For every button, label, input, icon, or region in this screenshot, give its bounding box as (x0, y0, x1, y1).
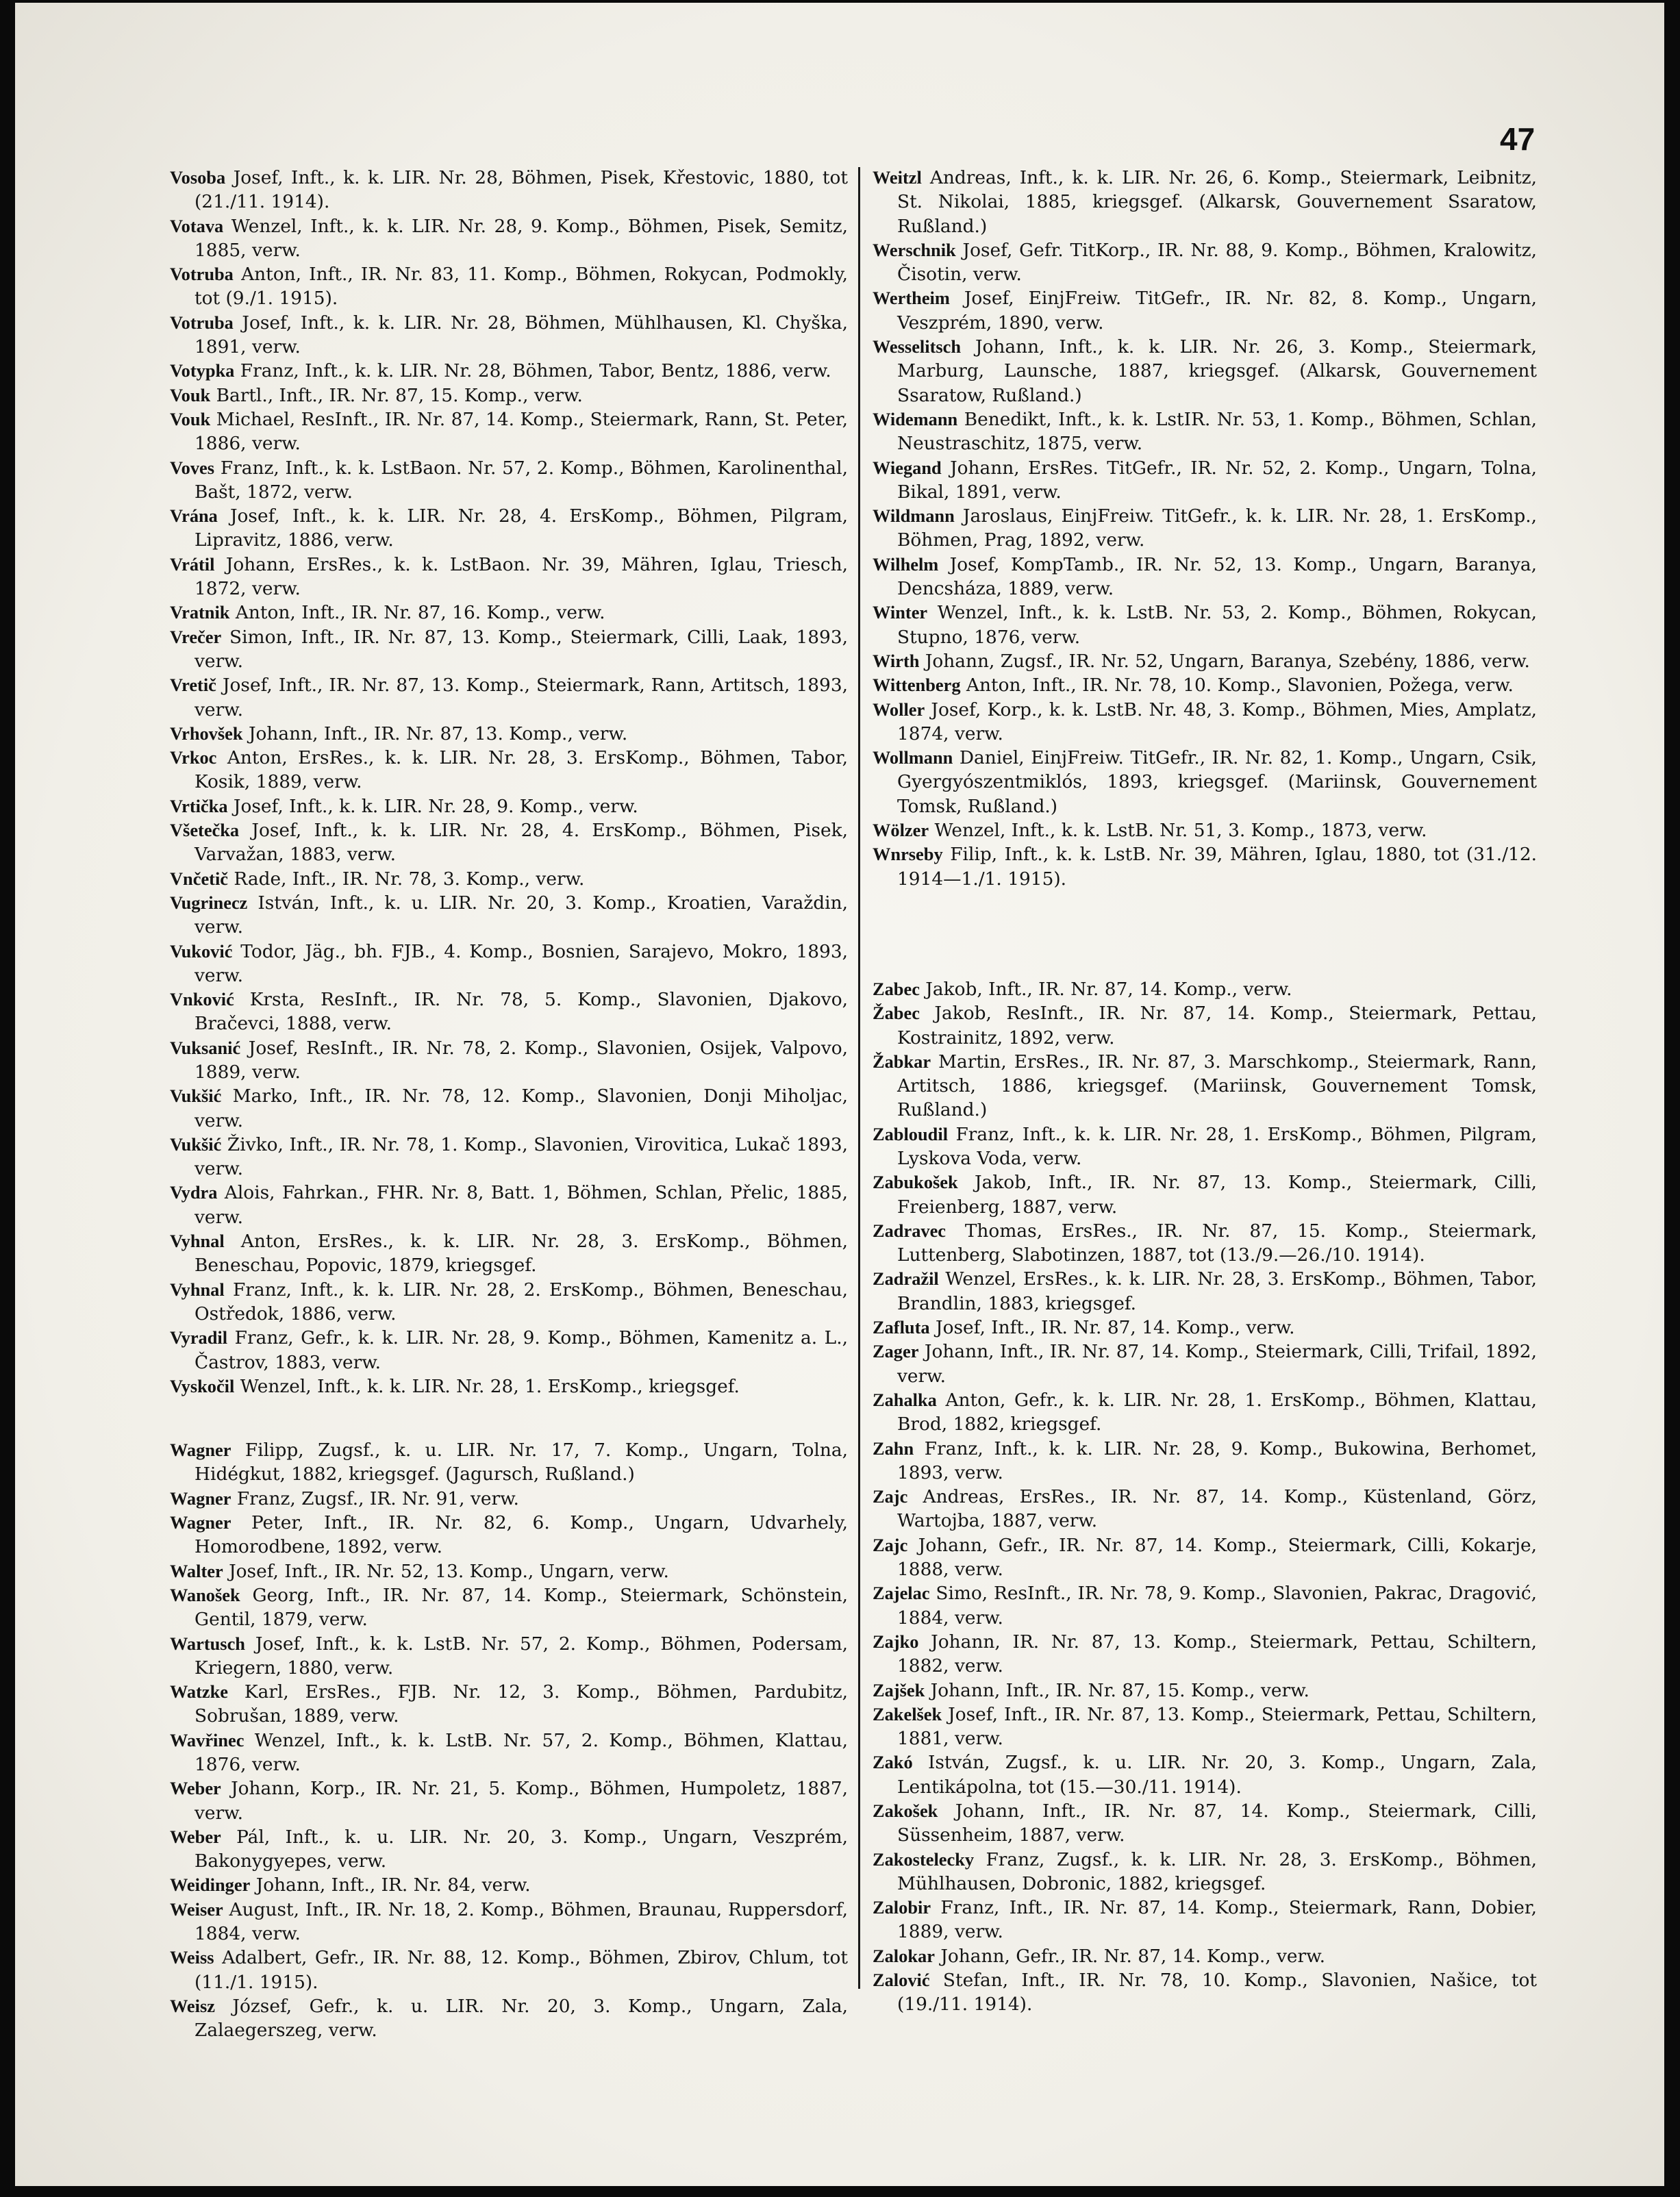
register-entry (170, 1777, 848, 1825)
scanned-page (15, 3, 1664, 2186)
entry-surname: Vuković (170, 940, 233, 962)
register-entry (170, 1133, 848, 1181)
register-entry (170, 601, 848, 625)
entry-details: Josef, Inft., IR. Nr. 87, 13. Komp., Steiermark, Rann, Artitsch, 1893, verw. (195, 675, 849, 720)
entry-details: Rade, Inft., IR. Nr. 78, 3. Komp., verw. (234, 868, 585, 890)
entry-surname: Vrečer (170, 626, 222, 647)
entry-surname: Wilhelm (873, 553, 939, 575)
entry-surname: Vyhnal (170, 1231, 225, 1252)
register-entry (873, 1799, 1537, 1848)
register-entry (170, 1036, 848, 1085)
entry-surname: Zalović (873, 1970, 930, 1991)
entry-details: Jakob, Inft., IR. Nr. 87, 14. Komp., verw. (925, 978, 1292, 1000)
register-entry (170, 1946, 848, 1994)
register-entry (170, 1873, 848, 1897)
register-entry (873, 1219, 1537, 1268)
page-number: 47 (1500, 121, 1535, 157)
register-entry (170, 1181, 848, 1229)
register-entry (873, 1437, 1537, 1485)
entry-details: Thomas, ErsRes., IR. Nr. 87, 15. Komp., Steiermark, Luttenberg, Slabotinzen, 1887, tot (13./9.—26./10. 1914). (897, 1220, 1537, 1266)
entry-surname: Wartusch (170, 1633, 245, 1654)
register-entry (170, 311, 848, 360)
entry-surname: Weisz (170, 1995, 215, 2016)
register-entry (170, 1994, 848, 2043)
entry-details: Josef, Inft., k. k. LstB. Nr. 57, 2. Komp., Böhmen, Podersam, Kriegern, 1880, verw. (195, 1633, 848, 1679)
register-entry (170, 1487, 848, 1511)
entry-surname: Votava (170, 215, 224, 236)
entry-details: István, Inft., k. u. LIR. Nr. 20, 3. Komp., Kroatien, Varaždin, verw. (195, 892, 848, 938)
entry-surname: Weitzl (873, 167, 922, 188)
entry-details: Josef, Gefr. TitKorp., IR. Nr. 88, 9. Komp., Böhmen, Kralowitz, Čisotin, verw. (897, 239, 1537, 286)
register-entry (873, 456, 1537, 505)
entry-surname: Vuksanić (170, 1037, 241, 1058)
entry-details: Simon, Inft., IR. Nr. 87, 13. Komp., Steiermark, Cilli, Laak, 1893, verw. (195, 626, 849, 672)
register-entry (170, 166, 848, 214)
register-entry (873, 1581, 1537, 1630)
entry-details: Josef, Inft., k. k. LIR. Nr. 28, 4. ErsKomp., Böhmen, Pisek, Varvažan, 1883, verw. (195, 820, 848, 866)
entry-details: Živko, Inft., IR. Nr. 78, 1. Komp., Slavonien, Virovitica, Lukač 1893, verw. (195, 1133, 848, 1180)
register-entry (873, 1316, 1537, 1340)
register-entry (873, 1122, 1537, 1171)
column-divider (858, 167, 860, 1989)
entry-details: Johann, Korp., IR. Nr. 21, 5. Komp., Böhmen, Humpoletz, 1887, verw. (195, 1778, 849, 1824)
right-column (873, 166, 1537, 2017)
register-entry (873, 1630, 1537, 1679)
entry-surname: Vrátil (170, 553, 215, 575)
entry-surname: Wirth (873, 650, 920, 671)
register-entry (873, 238, 1537, 287)
entry-details: Daniel, EinjFreiw. TitGefr., IR. Nr. 82, 1. Komp., Ungarn, Csik, Gyergyószentmiklós, 1893, kriegsgef. (Mariinsk, Gouvernement Tomsk, Rußland.) (897, 747, 1537, 817)
entry-details: Josef, Inft., k. k. LIR. Nr. 28, Böhmen, Mühlhausen, Kl. Chyška, 1891, verw. (195, 312, 849, 358)
entry-surname: Vyhnal (170, 1279, 225, 1300)
register-entry (170, 1583, 848, 1632)
entry-surname: Wagner (170, 1512, 231, 1533)
entry-surname: Vrána (170, 505, 218, 527)
entry-surname: Walter (170, 1560, 223, 1581)
entry-details: Filipp, Zugsf., k. u. LIR. Nr. 17, 7. Komp., Ungarn, Tolna, Hidégkut, 1882, kriegsgef. (Jagursch, Rußland.) (195, 1440, 848, 1485)
entry-surname: Vouk (170, 384, 211, 405)
register-entry (170, 384, 848, 407)
register-entry (873, 818, 1537, 842)
entry-surname: Widemann (873, 408, 958, 429)
register-entry (170, 407, 848, 456)
entry-details: Wenzel, Inft., k. k. LIR. Nr. 28, 1. ErsKomp., kriegsgef. (240, 1375, 740, 1397)
entry-details: Anton, Inft., IR. Nr. 83, 11. Komp., Böhmen, Rokycan, Podmokly, tot (9./1. 1915). (195, 264, 848, 310)
register-entry (170, 867, 848, 891)
entry-details: Johann, Zugsf., IR. Nr. 52, Ungarn, Baranya, Szebény, 1886, verw. (925, 650, 1530, 672)
entry-details: Wenzel, Inft., k. k. LstB. Nr. 51, 3. Komp., 1873, verw. (934, 820, 1427, 842)
register-entry (170, 988, 848, 1036)
entry-details: Wenzel, Inft., k. k. LIR. Nr. 28, 9. Komp., Böhmen, Pisek, Semitz, 1885, verw. (195, 215, 848, 261)
entry-details: Martin, ErsRes., IR. Nr. 87, 3. Marschkomp., Steiermark, Rann, Artitsch, 1886, kriegsgef. (Mariinsk, Gouvernement Tomsk, Rußland.) (897, 1051, 1537, 1121)
entry-surname: Vukšić (170, 1133, 222, 1155)
entry-surname: Wildmann (873, 505, 955, 527)
entry-surname: Weber (170, 1826, 221, 1847)
register-entry (873, 1001, 1537, 1050)
left-section-v (170, 166, 848, 1398)
entry-surname: Wesselitsch (873, 336, 962, 357)
entry-details: Josef, Inft., k. k. LIR. Nr. 28, Böhmen, Pisek, Křestovic, 1880, tot (21./11. 1914). (195, 167, 849, 213)
register-entry (170, 1374, 848, 1398)
entry-surname: Vnković (170, 989, 234, 1010)
entry-surname: Zakostelecky (873, 1848, 975, 1870)
entry-surname: Vugrinecz (170, 892, 248, 913)
entry-surname: Zager (873, 1341, 919, 1362)
register-entry (873, 1848, 1537, 1896)
entry-details: Josef, Inft., IR. Nr. 87, 13. Komp., Steiermark, Pettau, Schiltern, 1881, verw. (897, 1703, 1537, 1750)
entry-surname: Vretič (170, 675, 216, 696)
register-entry (873, 746, 1537, 818)
entry-details: Jakob, Inft., IR. Nr. 87, 13. Komp., Steiermark, Cilli, Freienberg, 1887, verw. (897, 1172, 1537, 1218)
register-entry (170, 1825, 848, 1874)
entry-details: Filip, Inft., k. k. LstB. Nr. 39, Mähren, Iglau, 1880, tot (31./12. 1914—1./1. 1915). (897, 844, 1537, 890)
entry-surname: Weber (170, 1778, 221, 1799)
entry-details: Franz, Inft., k. k. LIR. Nr. 28, Böhmen, Tabor, Bentz, 1886, verw. (240, 360, 831, 382)
entry-details: Peter, Inft., IR. Nr. 82, 6. Komp., Ungarn, Udvarhely, Homorodbene, 1892, verw. (195, 1512, 848, 1558)
entry-surname: Votruba (170, 312, 234, 333)
entry-details: Michael, ResInft., IR. Nr. 87, 14. Komp., Steiermark, Rann, St. Peter, 1886, verw. (195, 408, 849, 455)
entry-surname: Zajelac (873, 1583, 930, 1604)
register-entry (170, 794, 848, 818)
entry-details: Johann, IR. Nr. 87, 13. Komp., Steiermark, Pettau, Schiltern, 1882, verw. (897, 1631, 1537, 1677)
register-entry (170, 891, 848, 940)
register-entry (873, 1485, 1537, 1533)
entry-details: Johann, Gefr., IR. Nr. 87, 14. Komp., Steiermark, Cilli, Kokarje, 1888, verw. (897, 1534, 1538, 1581)
register-entry (170, 1229, 848, 1278)
entry-details: Stefan, Inft., IR. Nr. 78, 10. Komp., Slavonien, Našice, tot (19./11. 1914). (897, 1970, 1538, 2016)
register-entry (873, 166, 1537, 238)
entry-details: Johann, Inft., IR. Nr. 87, 13. Komp., verw. (248, 723, 628, 744)
entry-details: Franz, Inft., k. k. LstBaon. Nr. 57, 2. Komp., Böhmen, Karolinenthal, Bašt, 1872, verw. (195, 457, 848, 503)
entry-surname: Vnčetič (170, 868, 228, 889)
entry-details: Johann, Inft., k. k. LIR. Nr. 26, 3. Komp., Steiermark, Marburg, Launsche, 1887, kriegsgef. (Alkarsk, Gouvernement Ssaratow, Rußland.) (897, 336, 1537, 406)
entry-surname: Wnrseby (873, 844, 943, 865)
entry-details: Jaroslaus, EinjFreiw. TitGefr., k. k. LIR. Nr. 28, 1. ErsKomp., Böhmen, Prag, 1892, verw. (897, 505, 1537, 551)
entry-details: Josef, Inft., IR. Nr. 87, 14. Komp., verw. (935, 1317, 1295, 1339)
entry-details: Johann, ErsRes., k. k. LstBaon. Nr. 39, Mähren, Iglau, Triesch, 1872, verw. (195, 553, 848, 600)
section-gap (873, 891, 1537, 977)
entry-surname: Zakelšek (873, 1703, 942, 1724)
register-entry (170, 456, 848, 505)
register-entry (873, 1388, 1537, 1437)
entry-surname: Zajc (873, 1486, 908, 1507)
entry-surname: Wittenberg (873, 675, 961, 696)
entry-surname: Vouk (170, 408, 211, 429)
register-entry (873, 673, 1537, 697)
entry-details: Anton, Inft., IR. Nr. 78, 10. Komp., Slavonien, Požega, verw. (966, 675, 1514, 696)
entry-details: Franz, Inft., IR. Nr. 87, 14. Komp., Steiermark, Rann, Dobier, 1889, verw. (897, 1897, 1537, 1943)
register-entry (873, 1170, 1537, 1219)
right-section-z (873, 977, 1537, 2017)
entry-details: Franz, Inft., k. k. LIR. Nr. 28, 9. Komp., Bukowina, Berhomet, 1893, verw. (897, 1438, 1537, 1483)
entry-surname: Winter (873, 602, 928, 623)
entry-details: Johann, Gefr., IR. Nr. 87, 14. Komp., verw. (940, 1945, 1325, 1967)
register-entry (873, 1944, 1537, 1968)
entry-surname: Wertheim (873, 288, 950, 309)
register-entry (873, 286, 1537, 335)
register-entry (873, 698, 1537, 746)
entry-details: Josef, EinjFreiw. TitGefr., IR. Nr. 82, 8. Komp., Ungarn, Veszprém, 1890, verw. (897, 288, 1538, 334)
entry-surname: Woller (873, 699, 925, 720)
entry-surname: Vrkoc (170, 747, 217, 768)
entry-surname: Wanošek (170, 1584, 240, 1605)
register-entry (170, 1084, 848, 1133)
register-entry (170, 1326, 848, 1374)
left-column (170, 166, 848, 2043)
entry-surname: Weidinger (170, 1874, 251, 1896)
entry-surname: Zadravec (873, 1220, 946, 1241)
register-entry (170, 746, 848, 794)
entry-details: Wenzel, ErsRes., k. k. LIR. Nr. 28, 3. ErsKomp., Böhmen, Tabor, Brandlin, 1883, kriegsgef. (897, 1268, 1538, 1314)
entry-details: Johann, Inft., IR. Nr. 87, 14. Komp., Steiermark, Cilli, Süssenheim, 1887, verw. (897, 1800, 1538, 1846)
entry-details: Jakob, ResInft., IR. Nr. 87, 14. Komp., Steiermark, Pettau, Kostrainitz, 1892, verw. (897, 1003, 1537, 1049)
entry-surname: Vrtička (170, 795, 228, 816)
register-entry (873, 601, 1537, 649)
register-entry (170, 214, 848, 263)
entry-surname: Žabkar (873, 1051, 931, 1072)
entry-surname: Votruba (170, 264, 234, 285)
register-entry (170, 722, 848, 746)
entry-surname: Žabec (873, 1003, 920, 1024)
entry-surname: Vrhovšek (170, 723, 243, 744)
entry-details: Josef, KompTamb., IR. Nr. 52, 13. Komp., Ungarn, Baranya, Dencsháza, 1889, verw. (897, 553, 1537, 600)
register-entry (873, 1703, 1537, 1751)
register-entry (170, 504, 848, 553)
entry-surname: Zakošek (873, 1800, 938, 1821)
entry-details: Franz, Inft., k. k. LIR. Nr. 28, 2. ErsKomp., Böhmen, Beneschau, Ostředok, 1886, verw. (195, 1279, 848, 1325)
register-entry (873, 1533, 1537, 1582)
register-entry (873, 504, 1537, 553)
entry-details: Josef, Korp., k. k. LstB. Nr. 48, 3. Komp., Böhmen, Mies, Amplatz, 1874, verw. (897, 699, 1537, 744)
entry-details: Josef, Inft., k. k. LIR. Nr. 28, 9. Komp., verw. (233, 795, 638, 817)
entry-surname: Zabloudil (873, 1123, 949, 1144)
register-entry (873, 335, 1537, 407)
entry-details: Wenzel, Inft., k. k. LstB. Nr. 53, 2. Komp., Böhmen, Rokycan, Stupno, 1876, verw. (897, 602, 1537, 648)
register-entry (170, 1278, 848, 1327)
entry-details: Josef, ResInft., IR. Nr. 78, 2. Komp., Slavonien, Osijek, Valpovo, 1889, verw. (195, 1037, 849, 1083)
entry-details: Wenzel, Inft., k. k. LstB. Nr. 57, 2. Komp., Böhmen, Klattau, 1876, verw. (195, 1729, 849, 1775)
left-section-w (170, 1438, 848, 2042)
register-entry (170, 1898, 848, 1946)
register-entry (873, 1267, 1537, 1316)
entry-details: Andreas, ErsRes., IR. Nr. 87, 14. Komp., Küstenland, Görz, Wartojba, 1887, verw. (897, 1486, 1537, 1532)
register-entry (170, 673, 848, 722)
register-entry (873, 1750, 1537, 1799)
entry-surname: Zahalka (873, 1389, 937, 1410)
entry-details: Josef, Inft., k. k. LIR. Nr. 28, 4. ErsKomp., Böhmen, Pilgram, Lipravitz, 1886, verw. (195, 505, 848, 551)
entry-surname: Zabukošek (873, 1172, 958, 1193)
entry-surname: Zafluta (873, 1317, 930, 1338)
entry-details: Karl, ErsRes., FJB. Nr. 12, 3. Komp., Böhmen, Pardubitz, Sobrušan, 1889, verw. (195, 1681, 848, 1727)
entry-details: Georg, Inft., IR. Nr. 87, 14. Komp., Steiermark, Schönstein, Gentil, 1879, verw. (195, 1584, 848, 1631)
entry-surname: Všetečka (170, 820, 240, 841)
entry-details: Franz, Gefr., k. k. LIR. Nr. 28, 9. Komp., Böhmen, Kamenitz a. L., Častrov, 1883, verw. (195, 1327, 848, 1373)
entry-details: Krsta, ResInft., IR. Nr. 78, 5. Komp., Slavonien, Djakovo, Bračevci, 1888, verw. (195, 989, 848, 1035)
entry-surname: Vukšić (170, 1085, 222, 1107)
entry-surname: Weiser (170, 1898, 223, 1920)
entry-details: August, Inft., IR. Nr. 18, 2. Komp., Böhmen, Braunau, Ruppersdorf, 1884, verw. (195, 1898, 848, 1945)
entry-surname: Vosoba (170, 167, 226, 188)
entry-surname: Zalokar (873, 1945, 935, 1966)
entry-details: Benedikt, Inft., k. k. LstIR. Nr. 53, 1. Komp., Böhmen, Schlan, Neustraschitz, 1875, verw. (897, 408, 1538, 455)
entry-details: Alois, Fahrkan., FHR. Nr. 8, Batt. 1, Böhmen, Schlan, Přelic, 1885, verw. (195, 1182, 848, 1228)
register-entry (170, 1559, 848, 1583)
entry-surname: Watzke (170, 1681, 229, 1703)
entry-details: Todor, Jäg., bh. FJB., 4. Komp., Bosnien, Sarajevo, Mokro, 1893, verw. (195, 940, 849, 986)
entry-details: Johann, Inft., IR. Nr. 87, 14. Komp., Steiermark, Cilli, Trifail, 1892, verw. (897, 1341, 1537, 1387)
entry-details: Josef, Inft., IR. Nr. 52, 13. Komp., Ungarn, verw. (229, 1560, 669, 1582)
register-entry (170, 1729, 848, 1777)
register-entry (170, 262, 848, 311)
register-entry (873, 977, 1537, 1001)
entry-surname: Voves (170, 457, 215, 478)
section-gap (170, 1398, 848, 1438)
entry-details: Franz, Inft., k. k. LIR. Nr. 28, 1. ErsKomp., Böhmen, Pilgram, Lyskova Voda, verw. (897, 1123, 1538, 1169)
entry-surname: Vyradil (170, 1327, 228, 1348)
entry-surname: Zalobir (873, 1897, 931, 1918)
entry-details: Johann, Inft., IR. Nr. 84, verw. (255, 1874, 531, 1896)
entry-surname: Zadražil (873, 1268, 939, 1290)
register-entry (170, 1632, 848, 1681)
entry-surname: Zajšek (873, 1679, 925, 1700)
register-entry (873, 1968, 1537, 2017)
entry-details: Andreas, Inft., k. k. LIR. Nr. 26, 6. Komp., Steiermark, Leibnitz, St. Nikolai, 1885, kriegsgef. (Alkarsk, Gouvernement Ssaratow, Rußland.) (897, 167, 1537, 237)
entry-details: Bartl., Inft., IR. Nr. 87, 15. Komp., verw. (216, 384, 583, 406)
entry-surname: Vyskočil (170, 1375, 235, 1396)
register-entry (170, 940, 848, 988)
register-entry (873, 553, 1537, 601)
entry-surname: Wagner (170, 1487, 231, 1509)
entry-surname: Vydra (170, 1182, 218, 1203)
register-entry (873, 842, 1537, 891)
register-entry (170, 359, 848, 383)
entry-surname: Zakó (873, 1752, 913, 1773)
entry-surname: Wavřinec (170, 1729, 245, 1750)
entry-details: Pál, Inft., k. u. LIR. Nr. 20, 3. Komp., Ungarn, Veszprém, Bakonygyepes, verw. (195, 1826, 848, 1872)
entry-details: Marko, Inft., IR. Nr. 78, 12. Komp., Slavonien, Donji Miholjac, verw. (195, 1085, 849, 1131)
entry-details: Johann, Inft., IR. Nr. 87, 15. Komp., verw. (930, 1679, 1309, 1701)
entry-details: Simo, ResInft., IR. Nr. 78, 9. Komp., Slavonien, Pakrac, Dragović, 1884, verw. (897, 1583, 1537, 1629)
register-entry (873, 1679, 1537, 1703)
entry-surname: Weiss (170, 1947, 214, 1968)
entry-surname: Zajko (873, 1631, 919, 1652)
entry-surname: Zabec (873, 978, 920, 999)
entry-details: Johann, ErsRes. TitGefr., IR. Nr. 52, 2. Komp., Ungarn, Tolna, Bikal, 1891, verw. (897, 457, 1537, 503)
entry-details: Franz, Zugsf., IR. Nr. 91, verw. (236, 1487, 519, 1509)
entry-surname: Wagner (170, 1440, 231, 1461)
register-entry (170, 553, 848, 601)
register-entry (170, 1511, 848, 1559)
register-entry (873, 649, 1537, 673)
entry-details: Anton, ErsRes., k. k. LIR. Nr. 28, 3. ErsKomp., Böhmen, Beneschau, Popovic, 1879, kriegsgef. (195, 1231, 848, 1277)
right-section-w (873, 166, 1537, 891)
register-entry (873, 407, 1537, 456)
register-entry (170, 1680, 848, 1729)
entry-surname: Wölzer (873, 820, 929, 841)
entry-details: Anton, Gefr., k. k. LIR. Nr. 28, 1. ErsKomp., Böhmen, Klattau, Brod, 1882, kriegsgef. (897, 1389, 1538, 1435)
register-entry (170, 1438, 848, 1487)
entry-details: Adalbert, Gefr., IR. Nr. 88, 12. Komp., Böhmen, Zbirov, Chlum, tot (11./1. 1915). (195, 1947, 849, 1993)
entry-surname: Votypka (170, 360, 235, 381)
register-entry (170, 625, 848, 674)
register-entry (873, 1050, 1537, 1122)
register-entry (170, 818, 848, 867)
entry-surname: Werschnik (873, 239, 956, 260)
entry-details: Franz, Zugsf., k. k. LIR. Nr. 28, 3. ErsKomp., Böhmen, Mühlhausen, Dobronic, 1882, kriegsgef. (897, 1848, 1538, 1894)
entry-surname: Wollmann (873, 747, 953, 768)
entry-surname: Vratnik (170, 602, 230, 623)
entry-surname: Wiegand (873, 457, 942, 478)
entry-details: József, Gefr., k. u. LIR. Nr. 20, 3. Komp., Ungarn, Zala, Zalaegerszeg, verw. (195, 1995, 848, 2042)
entry-details: Anton, Inft., IR. Nr. 87, 16. Komp., verw. (235, 602, 605, 624)
entry-details: István, Zugsf., k. u. LIR. Nr. 20, 3. Komp., Ungarn, Zala, Lentikápolna, tot (15.—30./11. 1914). (897, 1752, 1538, 1798)
register-entry (873, 1896, 1537, 1944)
entry-details: Anton, ErsRes., k. k. LIR. Nr. 28, 3. ErsKomp., Böhmen, Tabor, Kosik, 1889, verw. (195, 747, 848, 793)
register-entry (873, 1340, 1537, 1388)
entry-surname: Zahn (873, 1438, 914, 1459)
entry-surname: Zajc (873, 1534, 908, 1555)
